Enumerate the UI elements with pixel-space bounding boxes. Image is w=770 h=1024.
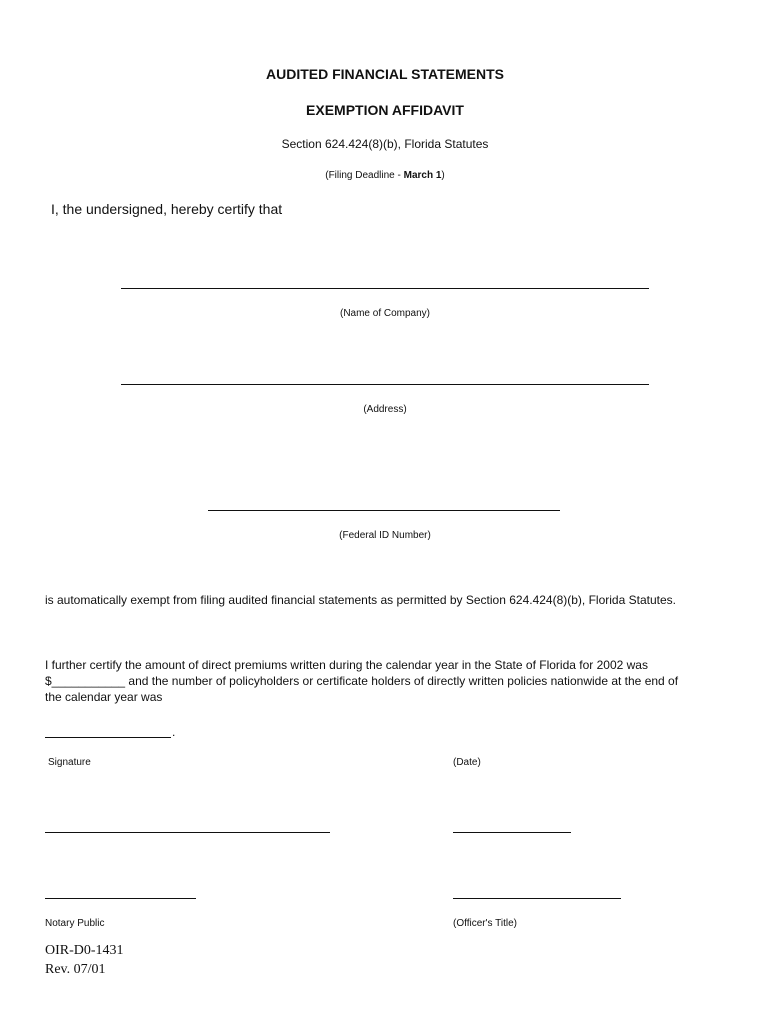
notary-line[interactable] <box>45 898 196 899</box>
federal-id-line[interactable] <box>208 510 560 511</box>
date-label: (Date) <box>453 757 481 768</box>
premiums-statement-line1: I further certify the amount of direct premiums written during the calendar year in the State of Florida for 2002 was <box>45 658 648 672</box>
revision-date: Rev. 07/01 <box>45 962 106 977</box>
filing-deadline-prefix: (Filing Deadline - <box>325 170 404 181</box>
premiums-statement-line2: $___________ and the number of policyholders or certificate holders of directly written policies nationwide at the end of <box>45 674 679 688</box>
company-name-line[interactable] <box>121 288 649 289</box>
form-number: OIR-D0-1431 <box>45 943 124 958</box>
signature-line[interactable] <box>45 832 330 833</box>
policyholder-count-line[interactable] <box>45 737 171 738</box>
notary-public-label: Notary Public <box>45 918 105 929</box>
filing-deadline-date: March 1 <box>403 170 442 181</box>
premiums-statement-line3: the calendar year was <box>45 690 163 704</box>
document-subtitle: EXEMPTION AFFIDAVIT <box>306 102 464 118</box>
address-line[interactable] <box>121 384 649 385</box>
address-label: (Address) <box>363 404 407 415</box>
officer-title-line[interactable] <box>453 898 621 899</box>
statute-section: Section 624.424(8)(b), Florida Statutes <box>281 137 489 151</box>
filing-deadline <box>0 170 770 181</box>
intro-text: I, the undersigned, hereby certify that <box>51 201 283 217</box>
federal-id-label: (Federal ID Number) <box>339 530 431 541</box>
filing-deadline-suffix: ) <box>441 170 445 181</box>
company-name-label: (Name of Company) <box>339 308 431 319</box>
document-title: AUDITED FINANCIAL STATEMENTS <box>266 66 504 82</box>
date-line[interactable] <box>453 832 571 833</box>
signature-label: Signature <box>48 757 91 768</box>
exempt-statement: is automatically exempt from filing audited financial statements as permitted by Section 624.424(8)(b), Florida Statutes. <box>45 593 676 607</box>
period-mark: . <box>172 725 176 739</box>
officer-title-label: (Officer's Title) <box>453 918 517 929</box>
